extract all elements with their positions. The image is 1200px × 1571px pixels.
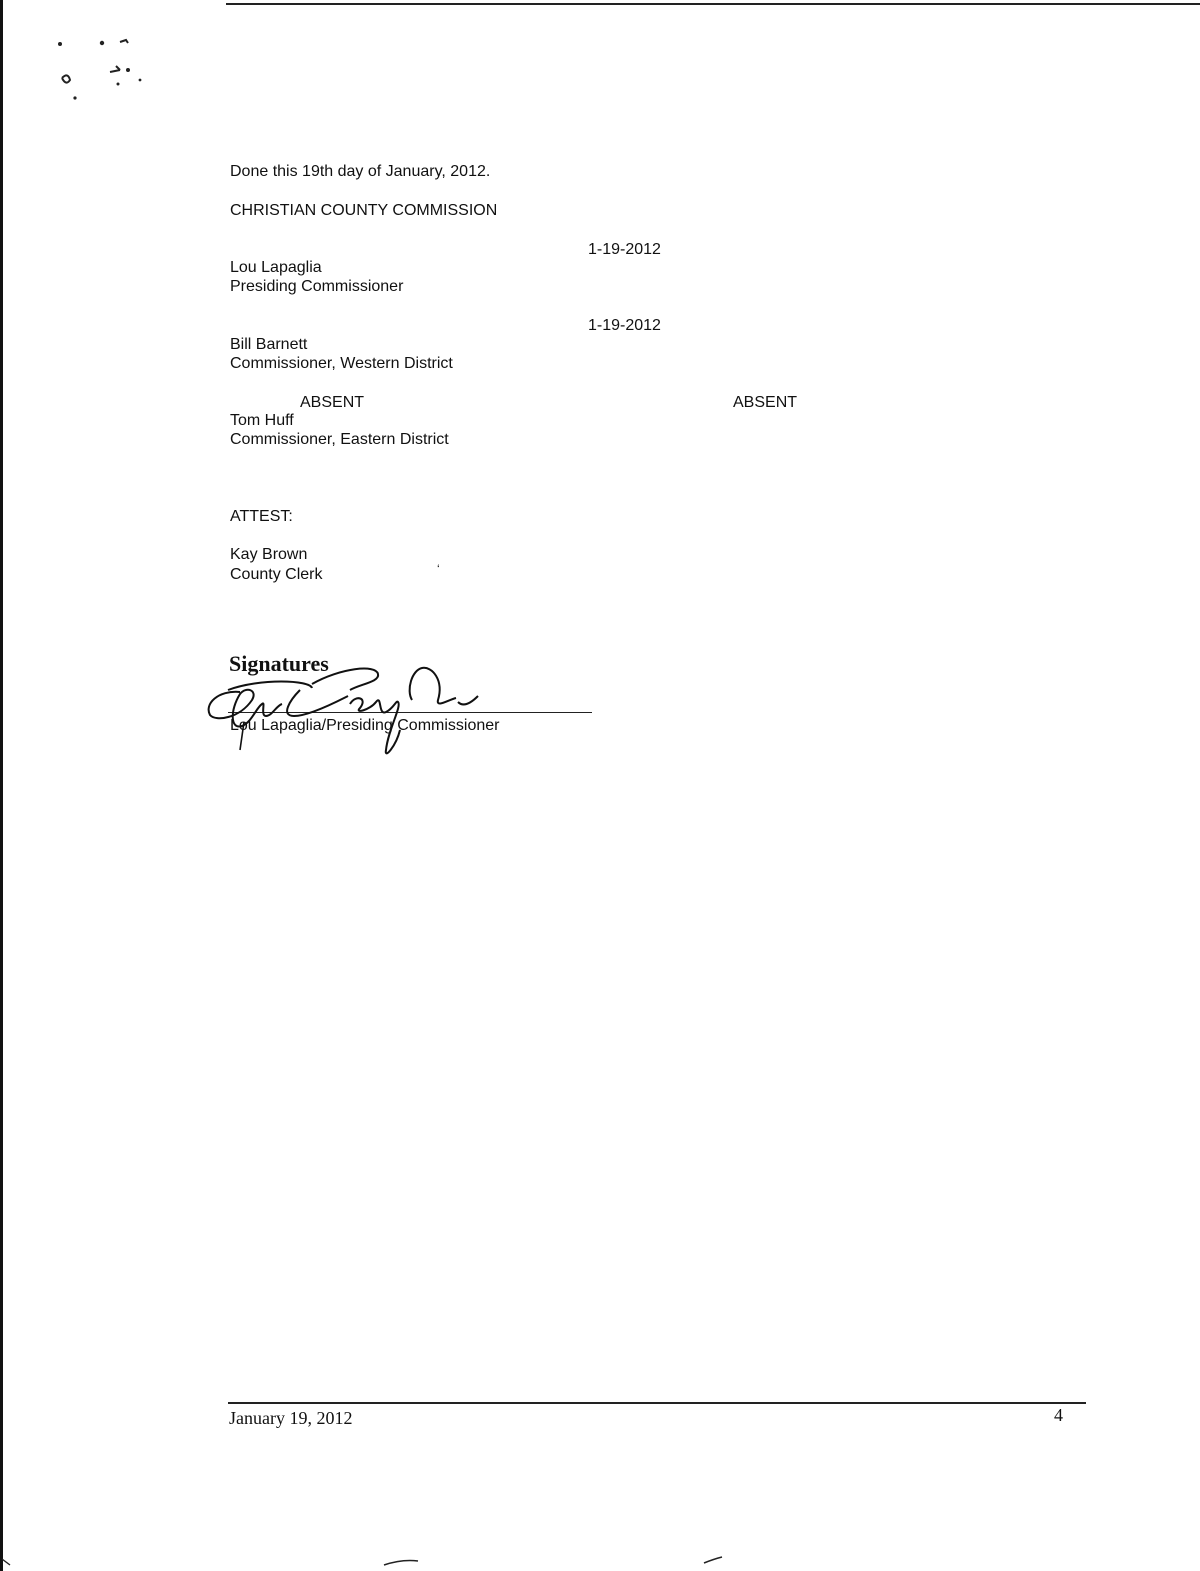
signatory-title: Commissioner, Western District — [230, 355, 453, 372]
signatory-title: Presiding Commissioner — [230, 278, 404, 295]
clerk-title: County Clerk — [230, 566, 323, 583]
signatures-heading: Signatures — [229, 651, 329, 676]
scan-bottom-marks — [0, 1545, 1200, 1571]
signatory-name: Bill Barnett — [230, 336, 308, 353]
scan-mark: ‘ — [437, 562, 440, 576]
footer-rule — [228, 1402, 1086, 1404]
absent-status-right: ABSENT — [733, 394, 798, 411]
scan-left-edge — [0, 0, 3, 1571]
footer-date: January 19, 2012 — [229, 1408, 353, 1428]
clerk-name: Kay Brown — [230, 546, 308, 563]
handwritten-signature — [200, 660, 490, 760]
absent-status-left: ABSENT — [300, 394, 365, 411]
done-line: Done this 19th day of January, 2012. — [230, 163, 491, 180]
scan-specks — [50, 30, 160, 120]
signatory-name: Tom Huff — [230, 412, 294, 429]
signature-caption: Lou Lapaglia/Presiding Commissioner — [230, 717, 500, 734]
commission-name: CHRISTIAN COUNTY COMMISSION — [230, 202, 498, 219]
page-number: 4 — [1054, 1405, 1063, 1425]
signatory-title: Commissioner, Eastern District — [230, 431, 449, 448]
signatory-date: 1-19-2012 — [588, 317, 661, 334]
top-rule — [226, 3, 1200, 5]
signatory-date: 1-19-2012 — [588, 241, 661, 258]
signatory-name: Lou Lapaglia — [230, 259, 322, 276]
attest-label: ATTEST: — [230, 508, 293, 525]
